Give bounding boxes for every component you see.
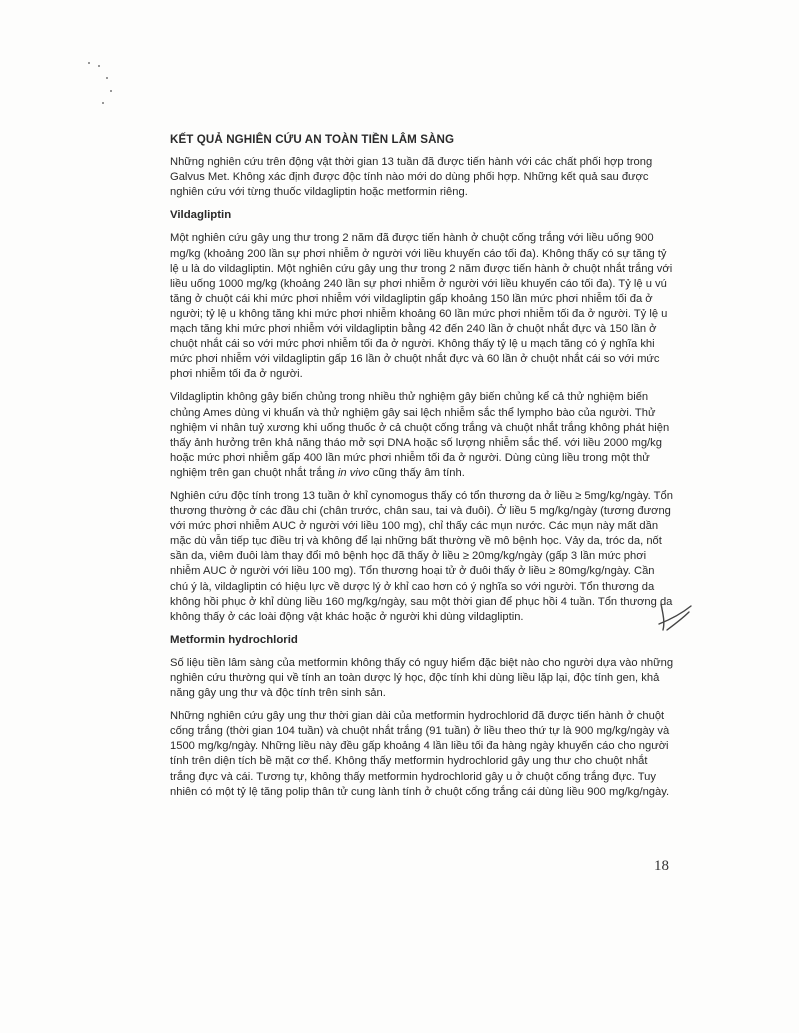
page-number: 18 bbox=[654, 858, 669, 874]
metformin-paragraph-1: Số liệu tiền lâm sàng của metformin không thấy có nguy hiểm đặc biệt nào cho người dựa vào những nghiên cứu thường qui về tính an toàn dược lý học, độc tính khi dùng liều lặp lại, độc tính gen, khả năng gây ung thư và độc tính trên sinh sản. bbox=[170, 656, 674, 700]
handwritten-mark bbox=[655, 600, 695, 636]
document-body bbox=[170, 132, 675, 808]
vildagliptin-heading: Vildagliptin bbox=[170, 209, 232, 222]
section-title: KẾT QUẢ NGHIÊN CỨU AN TOÀN TIỀN LÂM SÀNG bbox=[170, 133, 455, 146]
intro-paragraph: Những nghiên cứu trên động vật thời gian 13 tuần đã được tiến hành với các chất phối hợp trong Galvus Met. Không xác định được độc tính nào mới do dùng phối hợp. Những kết quả sau được nghiên cứu với từng thuốc vildagliptin hoặc metformin riêng. bbox=[170, 156, 653, 199]
in-vivo-italic: in vivo bbox=[337, 466, 370, 479]
vildagliptin-paragraph-2 bbox=[170, 390, 675, 481]
vildagliptin-paragraph-1: Một nghiên cứu gây ung thư trong 2 năm đã được tiến hành ở chuột cống trắng với liều uống 900 mg/kg (khoảng 200 lần sự phơi nhiễm ở người với liều khuyến cáo tối đa). Không thấy có sự tăng tỷ lệ u là do vildagliptin. Một nghiên cứu gây ung thư trong 2 năm được tiến hành ở chuột nhắt trắng với liều uống 1000 mg/kg (khoảng 240 lần sự phơi nhiễm ở người với liều khuyến cáo tối đa). Tỷ lệ u vú tăng ở chuột cái khi mức phơi nhiễm với vildagliptin gấp khoảng 150 lần mức phơi nhiễm tối đa ở người; tỷ lệ u không tăng khi mức phơi nhiễm khoảng 60 lần mức phơi nhiễm tối đa ở người. Tỷ lệ u mạch tăng khi mức phơi nhiễm với vildagliptin bằng 42 đến 240 lần ở chuột nhắt đực và 150 lần ở chuột nhắt cái so với mức phơi nhiễm tối đa ở người. Không thấy tỷ lệ u mạch tăng có ý nghĩa khi mức phơi nhiễm với vildagliptin gấp 16 lần ở chuột nhắt đực và 60 lần ở chuột nhắt cái so với mức phơi nhiễm tối đa ở người. bbox=[170, 232, 673, 381]
metformin-paragraph-2: Những nghiên cứu gây ung thư thời gian dài của metformin hydrochlorid đã được tiến hành ở chuột cống trắng (thời gian 104 tuần) và chuột nhắt trắng (91 tuần) ở liều theo thứ tự là 900 mg/kg/ngày và 1500 mg/kg/ngày. Những liều này đều gấp khoảng 4 lần liều tối đa hàng ngày khuyến cáo cho người tính trên diện tích bề mặt cơ thể. Không thấy metformin hydrochlorid gây ung thư cho chuột nhắt trắng đực và cái. Tương tự, không thấy metformin hydrochlorid gây u ở chuột cống trắng đực. Tuy nhiên có một tỷ lệ tăng polip thân tử cung lành tính ở chuột cống trắng cái dùng liều 900 mg/kg/ngày. bbox=[170, 710, 670, 798]
paragraph-text: Vildagliptin không gây biến chủng trong nhiều thử nghiệm gây biến chủng kể cả thử nghiệm biến chủng Ames dùng vi khuẩn và thử nghiệm gây sai lệch nhiễm sắc thể lympho bào của người. Thử nghiệm vi nhân tuỷ xương khi uống thuốc ở cả chuột cống trắng và chuột nhắt trắng không phát hiện thấy ảnh hưởng trên khả năng tháo mở sợi DNA hoặc số lượng nhiễm sắc thể. với liều 2000 mg/kg hoặc mức phơi nhiễm gấp 400 lần mức phơi nhiễm tối đa ở người. Dùng cùng liều trong một thử nghiệm trên gan chuột nhắt trắng bbox=[170, 391, 670, 479]
paragraph-text-end: cũng thấy âm tính. bbox=[369, 466, 465, 479]
metformin-heading: Metformin hydrochlorid bbox=[170, 633, 298, 646]
vildagliptin-paragraph-3: Nghiên cứu độc tính trong 13 tuần ở khỉ cynomogus thấy có tổn thương da ở liều ≥ 5mg/kg/ngày. Tổn thương thường ở các đầu chi (chân trước, chân sau, tai và đuôi). Ở liều 5 mg/kg/ngày (tương đương với mức phơi nhiễm AUC ở người với liều 100 mg), chỉ thấy các mụn nước. Các mụn này mất dần mặc dù vẫn tiếp tục điều trị và không để lại những bất thường về mô bệnh học. Vảy da, tróc da, nốt sần da, viêm đuôi làm thay đổi mô bệnh học đã thấy ở liều ≥ 20mg/kg/ngày (gấp 3 lần mức phơi nhiễm AUC ở người với liều 100 mg). Tổn thương hoại tử ở đuôi thấy ở liều ≥ 80mg/kg/ngày. Cần chú ý là, vildagliptin có hiệu lực về dược lý ở khỉ cao hơn có ý nghĩa so với người. Tổn thương da không hồi phục ở khỉ dùng liều 160 mg/kg/ngày, sau một thời gian để phục hồi 4 tuần. Tổn thương da không thấy ở các loài động vật khác hoặc ở người khi dùng vildagliptin. bbox=[170, 489, 673, 623]
